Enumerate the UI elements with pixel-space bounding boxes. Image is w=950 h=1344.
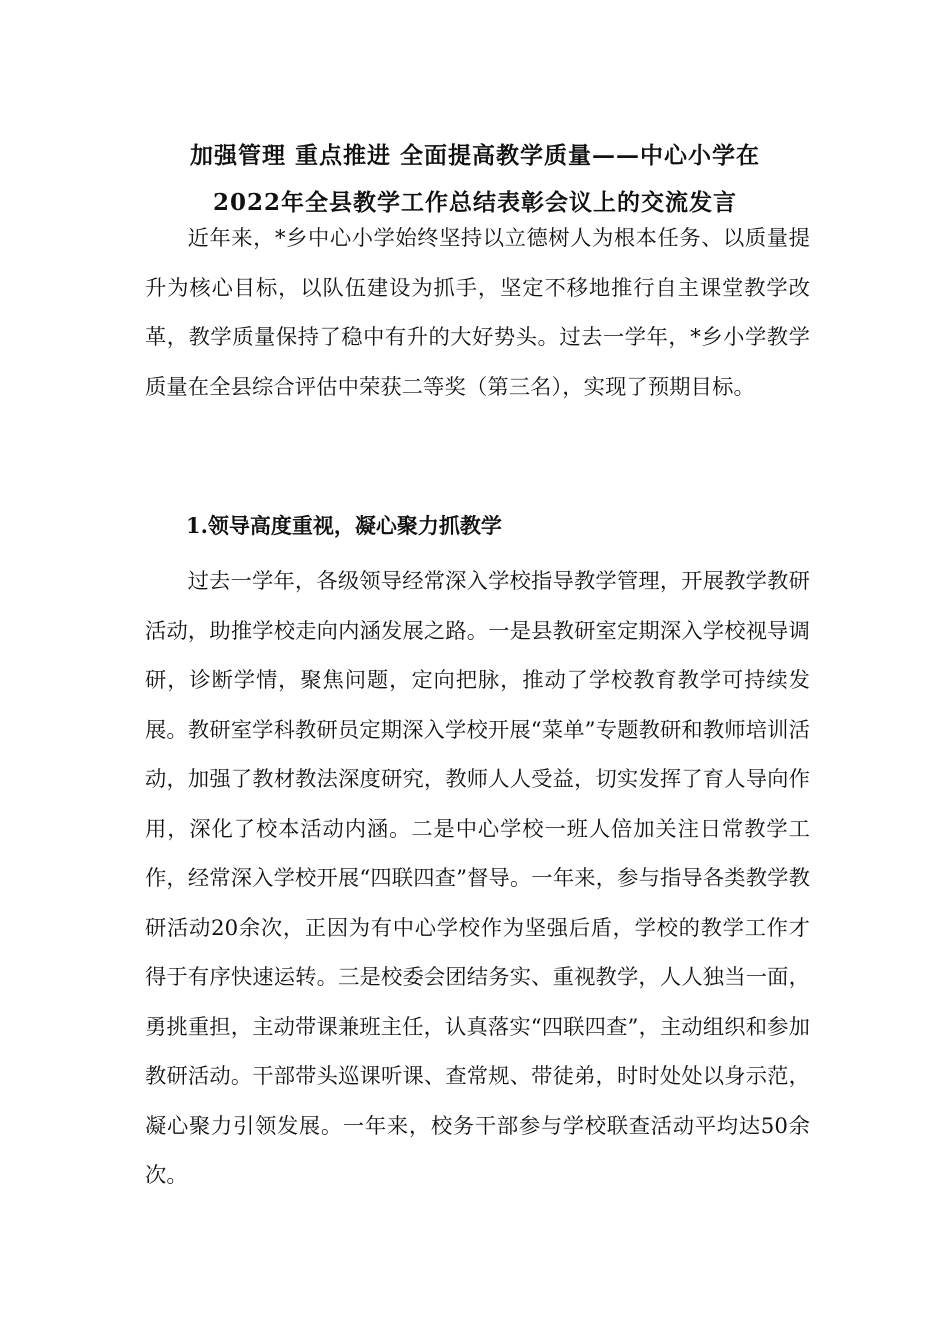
- document-title-line-2: 2022年全县教学工作总结表彰会议上的交流发言: [212, 189, 737, 216]
- document-title-line-1: 加强管理 重点推进 全面提高教学质量——中心小学在: [189, 142, 760, 169]
- section-1-paragraph: 过去一学年，各级领导经常深入学校指导教学管理，开展教学教研活动，助推学校走向内涵发展之路。一是县教研室定期深入学校视导调研，诊断学情，聚焦问题，定向把脉，推动了学校教育教学可持续发展。教研室学科教研员定期深入学校开展“菜单”专题教研和教师培训活动，加强了教材教法深度研究，教师人人受益，切实发挥了育人导向作用，深化了校本活动内涵。二是中心学校一班人倍加关注日常教学工作，经常深入学校开展“四联四查”督导。一年来，参与指导各类教学教研活动20余次，正因为有中心学校作为坚强后盾，学校的教学工作才得于有序快速运转。三是校委会团结务实、重视教学，人人独当一面，勇挑重担，主动带课兼班主任，认真落实“四联四查”，主动组织和参加教研活动。干部带头巡课听课、查常规、带徒弟，时时处处以身示范，凝心聚力引领发展。一年来，校务干部参与学校联查活动平均达50余次。: [145, 569, 810, 1188]
- intro-paragraph: 近年来，*乡中心小学始终坚持以立德树人为根本任务、以质量提升为核心目标，以队伍建设为抓手，坚定不移地推行自主课堂教学改革，教学质量保持了稳中有升的大好势头。过去一学年，*乡小学教学质量在全县综合评估中荣获二等奖（第三名），实现了预期目标。: [145, 226, 810, 400]
- section-heading-1: 1.领导高度重视，凝心聚力抓教学: [186, 513, 502, 538]
